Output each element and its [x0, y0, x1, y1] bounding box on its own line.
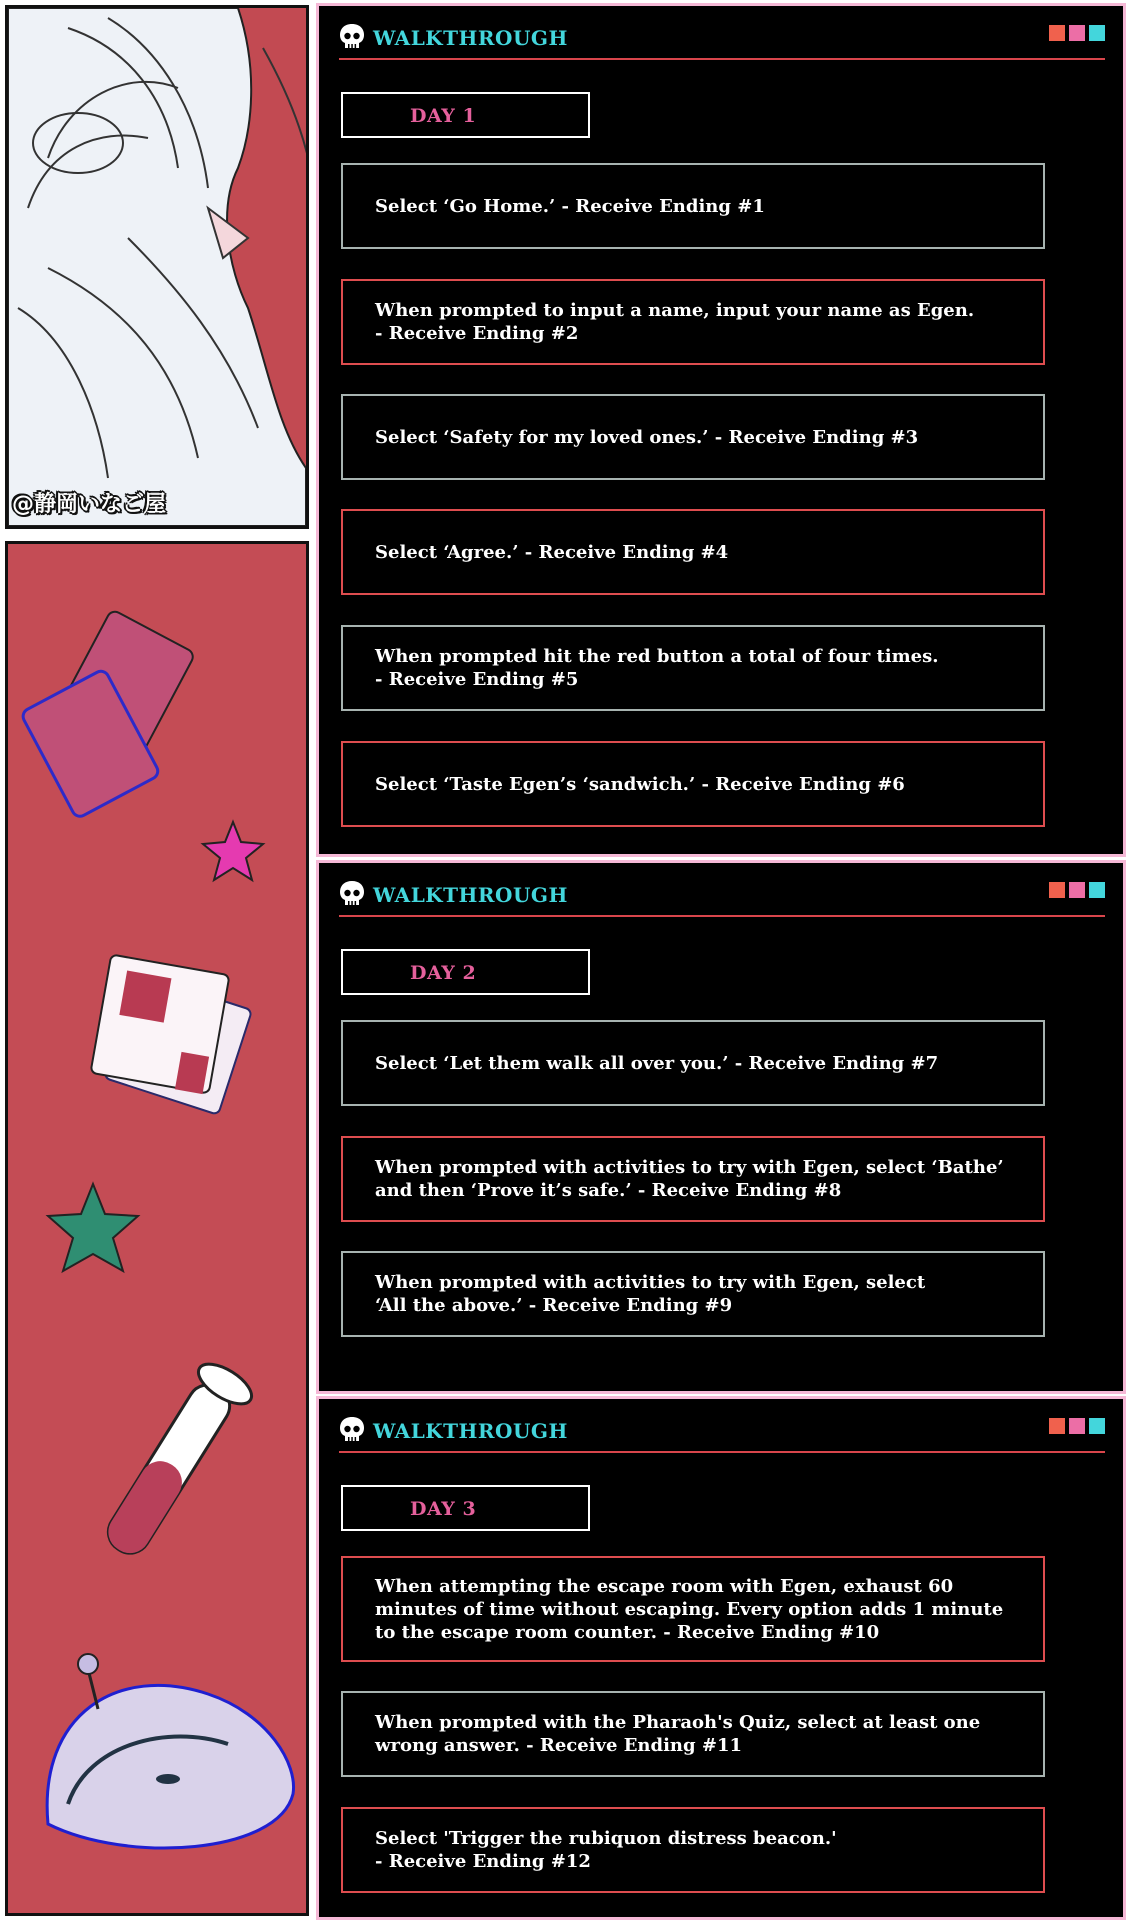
step-card: [341, 1691, 1045, 1777]
cyan-square-icon[interactable]: [1089, 25, 1105, 41]
step-card: [341, 279, 1045, 365]
step-card: [341, 509, 1045, 595]
panel-header: [339, 1411, 1105, 1453]
day-label: DAY 2: [410, 962, 477, 984]
step-text: Select ‘Agree.’ - Receive Ending #4: [375, 541, 729, 563]
walkthrough-panel-day-1: [316, 3, 1126, 857]
day-label: DAY 3: [410, 1498, 477, 1520]
red-square-icon[interactable]: [1049, 882, 1065, 898]
cards-icon: [20, 609, 195, 819]
window-controls: [1045, 1418, 1105, 1438]
ufo-icon: [47, 1654, 293, 1848]
red-square-icon[interactable]: [1049, 25, 1065, 41]
step-card: [341, 1807, 1045, 1893]
day-label-box: [341, 1485, 590, 1531]
character-illustration: [8, 8, 306, 526]
step-text: When prompted hit the red button a total of four times. - Receive Ending #5: [375, 646, 939, 690]
step-text: Select ‘Taste Egen’s ‘sandwich.’ - Receive Ending #6: [375, 773, 905, 795]
day-label: DAY 1: [410, 105, 477, 127]
skull-icon: [339, 23, 365, 51]
pink-square-icon[interactable]: [1069, 25, 1085, 41]
panel-title: WALKTHROUGH: [373, 883, 568, 907]
panel-header: [339, 18, 1105, 60]
pink-square-icon[interactable]: [1069, 882, 1085, 898]
cyan-square-icon[interactable]: [1089, 1418, 1105, 1434]
step-text: Select ‘Safety for my loved ones.’ - Receive Ending #3: [375, 426, 919, 448]
walkthrough-panel-day-3: [316, 1396, 1126, 1920]
day-label-box: [341, 949, 590, 995]
step-card: [341, 1251, 1045, 1337]
step-card: [341, 1020, 1045, 1106]
step-text: When prompted with activities to try with Egen, select ‘All the above.’ - Receive Ending #9: [375, 1272, 926, 1316]
test-tube-icon: [101, 1356, 258, 1560]
pink-square-icon[interactable]: [1069, 1418, 1085, 1434]
step-text: When attempting the escape room with Egen, exhaust 60 minutes of time without escaping. Every option adds 1 minute to the escape room counter. - Receive Ending #10: [375, 1575, 1004, 1643]
star-pink-icon: [203, 822, 263, 880]
cyan-square-icon[interactable]: [1089, 882, 1105, 898]
step-text: When prompted with activities to try with Egen, select ‘Bathe’ and then ‘Prove it’s safe.’ - Receive Ending #8: [375, 1157, 1004, 1201]
step-card: [341, 394, 1045, 480]
panel-header: [339, 875, 1105, 917]
window-controls: [1045, 25, 1105, 45]
panel-title: WALKTHROUGH: [373, 1419, 568, 1443]
walkthrough-panel-day-2: [316, 860, 1126, 1394]
step-text: When prompted to input a name, input your name as Egen. - Receive Ending #2: [375, 300, 975, 344]
step-text: When prompted with the Pharaoh's Quiz, select at least one wrong answer. - Receive Ending #11: [375, 1712, 981, 1756]
star-green-icon: [48, 1184, 138, 1271]
step-card: [341, 741, 1045, 827]
window-controls: [1045, 882, 1105, 902]
skull-icon: [339, 880, 365, 908]
step-text: Select ‘Let them walk all over you.’ - Receive Ending #7: [375, 1052, 939, 1074]
artist-credit: @静岡いなご屋: [12, 492, 167, 517]
step-card: [341, 163, 1045, 249]
step-card: [341, 625, 1045, 711]
step-text: Select 'Trigger the rubiquon distress beacon.' - Receive Ending #12: [375, 1828, 837, 1872]
skull-icon: [339, 1416, 365, 1444]
character-artwork: [5, 5, 309, 529]
decoration-strip: [5, 541, 309, 1916]
step-card: [341, 1556, 1045, 1662]
day-label-box: [341, 92, 590, 138]
newspaper-icon: [90, 954, 252, 1114]
step-text: Select ‘Go Home.’ - Receive Ending #1: [375, 195, 765, 217]
panel-title: WALKTHROUGH: [373, 26, 568, 50]
step-card: [341, 1136, 1045, 1222]
red-square-icon[interactable]: [1049, 1418, 1065, 1434]
